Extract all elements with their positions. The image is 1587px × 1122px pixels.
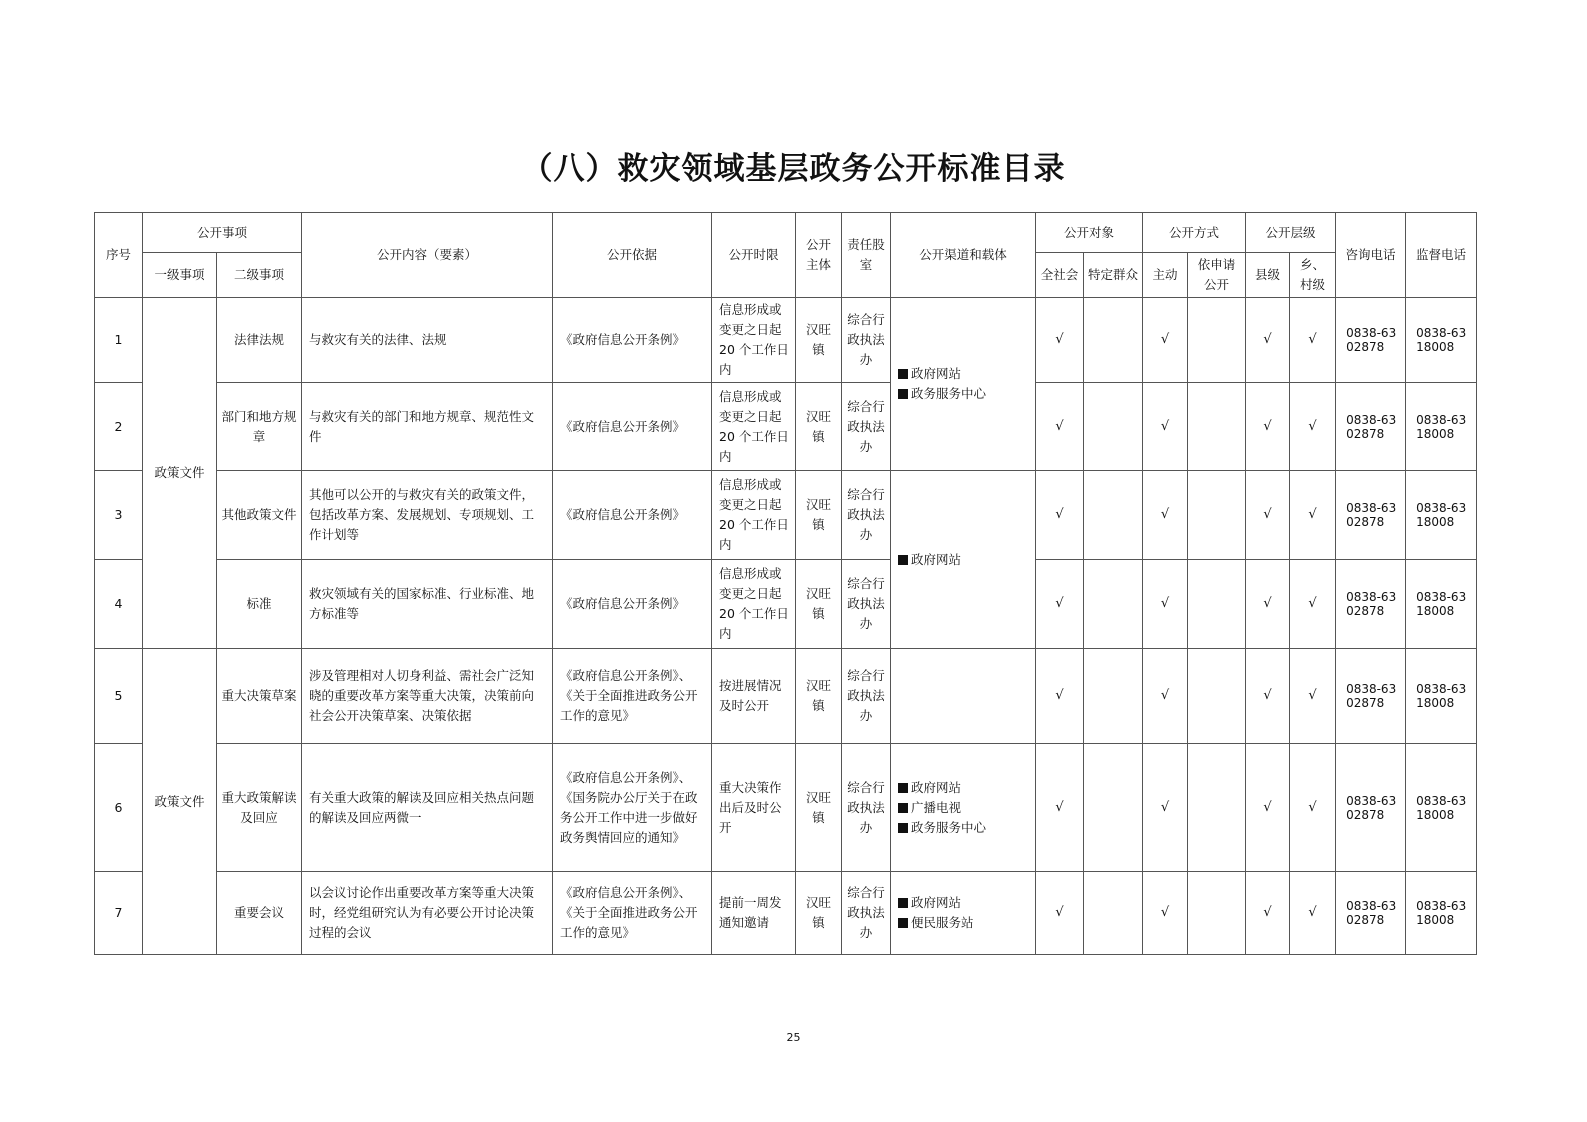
channel-item: 政府网站: [898, 364, 1029, 384]
square-bullet-icon: [898, 823, 908, 833]
check-all: √: [1036, 471, 1084, 560]
supervise-phone: 0838-6318008: [1406, 298, 1477, 383]
supervise-phone: 0838-6318008: [1406, 744, 1477, 872]
supervise-phone: 0838-6318008: [1406, 471, 1477, 560]
header-consult-phone: 咨询电话: [1336, 213, 1406, 298]
supervise-phone: 0838-6318008: [1406, 560, 1477, 649]
check-specific: [1084, 471, 1143, 560]
row-timelimit: 信息形成或变更之日起 20 个工作日内: [712, 383, 796, 471]
check-village: √: [1290, 872, 1336, 955]
header-seq: 序号: [95, 213, 143, 298]
consult-phone: 0838-6302878: [1336, 872, 1406, 955]
header-timelimit: 公开时限: [712, 213, 796, 298]
table-row: [95, 383, 1477, 471]
check-active: √: [1143, 560, 1188, 649]
row-timelimit: 信息形成或变更之日起 20 个工作日内: [712, 560, 796, 649]
row-subject: 汉旺镇: [796, 298, 842, 383]
check-county: √: [1246, 649, 1290, 744]
row-seq: 7: [95, 872, 143, 955]
consult-phone: 0838-6302878: [1336, 560, 1406, 649]
row-basis: 《政府信息公开条例》: [553, 383, 712, 471]
row-level2: 重大决策草案: [217, 649, 302, 744]
row-level2: 部门和地方规章: [217, 383, 302, 471]
check-active: √: [1143, 383, 1188, 471]
header-items: 公开事项: [143, 213, 302, 253]
row-content: 有关重大政策的解读及回应相关热点问题的解读及回应两微一: [302, 744, 553, 872]
check-village: √: [1290, 649, 1336, 744]
check-all: √: [1036, 744, 1084, 872]
check-all: √: [1036, 560, 1084, 649]
row-basis: 《政府信息公开条例》: [553, 471, 712, 560]
channel-item: 便民服务站: [898, 913, 1029, 933]
row-level2: 其他政策文件: [217, 471, 302, 560]
square-bullet-icon: [898, 918, 908, 928]
square-bullet-icon: [898, 898, 908, 908]
row-content: 救灾领域有关的国家标准、行业标准、地方标准等: [302, 560, 553, 649]
header-method-request: 依申请公开: [1188, 253, 1246, 298]
table-row: [95, 560, 1477, 649]
row-subject: 汉旺镇: [796, 383, 842, 471]
row-content: 其他可以公开的与救灾有关的政策文件，包括改革方案、发展规划、专项规划、工作计划等: [302, 471, 553, 560]
page-title: （八）救灾领域基层政务公开标准目录: [521, 151, 1066, 187]
row-basis: 《政府信息公开条例》、《关于全面推进政务公开工作的意见》: [553, 649, 712, 744]
table-row: [95, 649, 1477, 744]
row-channel: [891, 744, 1036, 872]
row-seq: 1: [95, 298, 143, 383]
table-row: [95, 744, 1477, 872]
row-seq: 6: [95, 744, 143, 872]
row-subject: 汉旺镇: [796, 471, 842, 560]
row-seq: 4: [95, 560, 143, 649]
row-seq: 3: [95, 471, 143, 560]
header-method-active: 主动: [1143, 253, 1188, 298]
check-village: √: [1290, 744, 1336, 872]
check-county: √: [1246, 298, 1290, 383]
check-all: √: [1036, 649, 1084, 744]
row-seq: 5: [95, 649, 143, 744]
check-specific: [1084, 560, 1143, 649]
check-specific: [1084, 744, 1143, 872]
check-request: [1188, 471, 1246, 560]
check-county: √: [1246, 560, 1290, 649]
header-method: 公开方式: [1143, 213, 1246, 253]
header-target: 公开对象: [1036, 213, 1143, 253]
check-request: [1188, 744, 1246, 872]
row-timelimit: 重大决策作出后及时公开: [712, 744, 796, 872]
supervise-phone: 0838-6318008: [1406, 383, 1477, 471]
check-active: √: [1143, 744, 1188, 872]
row-level2: 法律法规: [217, 298, 302, 383]
check-county: √: [1246, 744, 1290, 872]
page-number: 25: [786, 1031, 801, 1044]
row-dept: 综合行政执法办: [842, 744, 891, 872]
check-county: √: [1246, 383, 1290, 471]
row-content: 涉及管理相对人切身利益、需社会广泛知晓的重要改革方案等重大决策，决策前向社会公开决策草案、决策依据: [302, 649, 553, 744]
square-bullet-icon: [898, 783, 908, 793]
header-dept: 责任股室: [842, 213, 891, 298]
row-seq: 2: [95, 383, 143, 471]
channel-item: 政务服务中心: [898, 384, 1029, 404]
header-target-all: 全社会: [1036, 253, 1084, 298]
check-specific: [1084, 649, 1143, 744]
row-content: 与救灾有关的部门和地方规章、规范性文件: [302, 383, 553, 471]
check-request: [1188, 298, 1246, 383]
row-dept: 综合行政执法办: [842, 872, 891, 955]
square-bullet-icon: [898, 389, 908, 399]
consult-phone: 0838-6302878: [1336, 649, 1406, 744]
consult-phone: 0838-6302878: [1336, 298, 1406, 383]
row-dept: 综合行政执法办: [842, 560, 891, 649]
consult-phone: 0838-6302878: [1336, 383, 1406, 471]
channel-item: 政务服务中心: [898, 818, 1029, 838]
check-all: √: [1036, 872, 1084, 955]
check-request: [1188, 649, 1246, 744]
check-request: [1188, 560, 1246, 649]
header-target-specific: 特定群众: [1084, 253, 1143, 298]
consult-phone: 0838-6302878: [1336, 744, 1406, 872]
row-basis: 《政府信息公开条例》、《国务院办公厅关于在政务公开工作中进一步做好政务舆情回应的通知》: [553, 744, 712, 872]
group-level1: 政策文件: [143, 298, 217, 649]
check-county: √: [1246, 872, 1290, 955]
row-basis: 《政府信息公开条例》: [553, 560, 712, 649]
square-bullet-icon: [898, 369, 908, 379]
header-level1: 一级事项: [143, 253, 217, 298]
check-active: √: [1143, 298, 1188, 383]
row-timelimit: 信息形成或变更之日起 20 个工作日内: [712, 298, 796, 383]
header-basis: 公开依据: [553, 213, 712, 298]
header-level-village: 乡、村级: [1290, 253, 1336, 298]
row-channel: [891, 471, 1036, 649]
check-specific: [1084, 872, 1143, 955]
header-level: 公开层级: [1246, 213, 1336, 253]
group-level1: 政策文件: [143, 649, 217, 955]
row-level2: 标准: [217, 560, 302, 649]
check-village: √: [1290, 471, 1336, 560]
table-row: [95, 471, 1477, 560]
supervise-phone: 0838-6318008: [1406, 649, 1477, 744]
check-specific: [1084, 298, 1143, 383]
row-level2: 重要会议: [217, 872, 302, 955]
consult-phone: 0838-6302878: [1336, 471, 1406, 560]
check-village: √: [1290, 298, 1336, 383]
check-village: √: [1290, 383, 1336, 471]
row-basis: 《政府信息公开条例》: [553, 298, 712, 383]
row-level2: 重大政策解读及回应: [217, 744, 302, 872]
row-dept: 综合行政执法办: [842, 383, 891, 471]
check-active: √: [1143, 872, 1188, 955]
row-basis: 《政府信息公开条例》、《关于全面推进政务公开工作的意见》: [553, 872, 712, 955]
row-content: 与救灾有关的法律、法规: [302, 298, 553, 383]
row-subject: 汉旺镇: [796, 744, 842, 872]
row-subject: 汉旺镇: [796, 872, 842, 955]
header-level2: 二级事项: [217, 253, 302, 298]
row-dept: 综合行政执法办: [842, 649, 891, 744]
check-all: √: [1036, 383, 1084, 471]
row-dept: 综合行政执法办: [842, 298, 891, 383]
check-specific: [1084, 383, 1143, 471]
row-channel: [891, 649, 1036, 744]
channel-item: 政府网站: [898, 778, 1029, 798]
square-bullet-icon: [898, 803, 908, 813]
header-channel: 公开渠道和载体: [891, 213, 1036, 298]
header-subject: 公开主体: [796, 213, 842, 298]
row-channel: [891, 872, 1036, 955]
check-county: √: [1246, 471, 1290, 560]
row-timelimit: 按进展情况及时公开: [712, 649, 796, 744]
check-active: √: [1143, 471, 1188, 560]
row-timelimit: 提前一周发通知邀请: [712, 872, 796, 955]
header-content: 公开内容（要素）: [302, 213, 553, 298]
check-request: [1188, 383, 1246, 471]
check-village: √: [1290, 560, 1336, 649]
channel-item: 广播电视: [898, 798, 1029, 818]
row-subject: 汉旺镇: [796, 560, 842, 649]
table-row: [95, 872, 1477, 955]
row-timelimit: 信息形成或变更之日起 20 个工作日内: [712, 471, 796, 560]
table-row: [95, 298, 1477, 383]
row-channel: [891, 298, 1036, 471]
row-content: 以会议讨论作出重要改革方案等重大决策时，经党组研究认为有必要公开讨论决策过程的会议: [302, 872, 553, 955]
channel-item: 政府网站: [898, 893, 1029, 913]
check-active: √: [1143, 649, 1188, 744]
catalog-table: [94, 212, 1477, 955]
header-supervise-phone: 监督电话: [1406, 213, 1477, 298]
channel-item: 政府网站: [898, 550, 1029, 570]
check-request: [1188, 872, 1246, 955]
check-all: √: [1036, 298, 1084, 383]
row-subject: 汉旺镇: [796, 649, 842, 744]
supervise-phone: 0838-6318008: [1406, 872, 1477, 955]
row-dept: 综合行政执法办: [842, 471, 891, 560]
square-bullet-icon: [898, 555, 908, 565]
header-level-county: 县级: [1246, 253, 1290, 298]
